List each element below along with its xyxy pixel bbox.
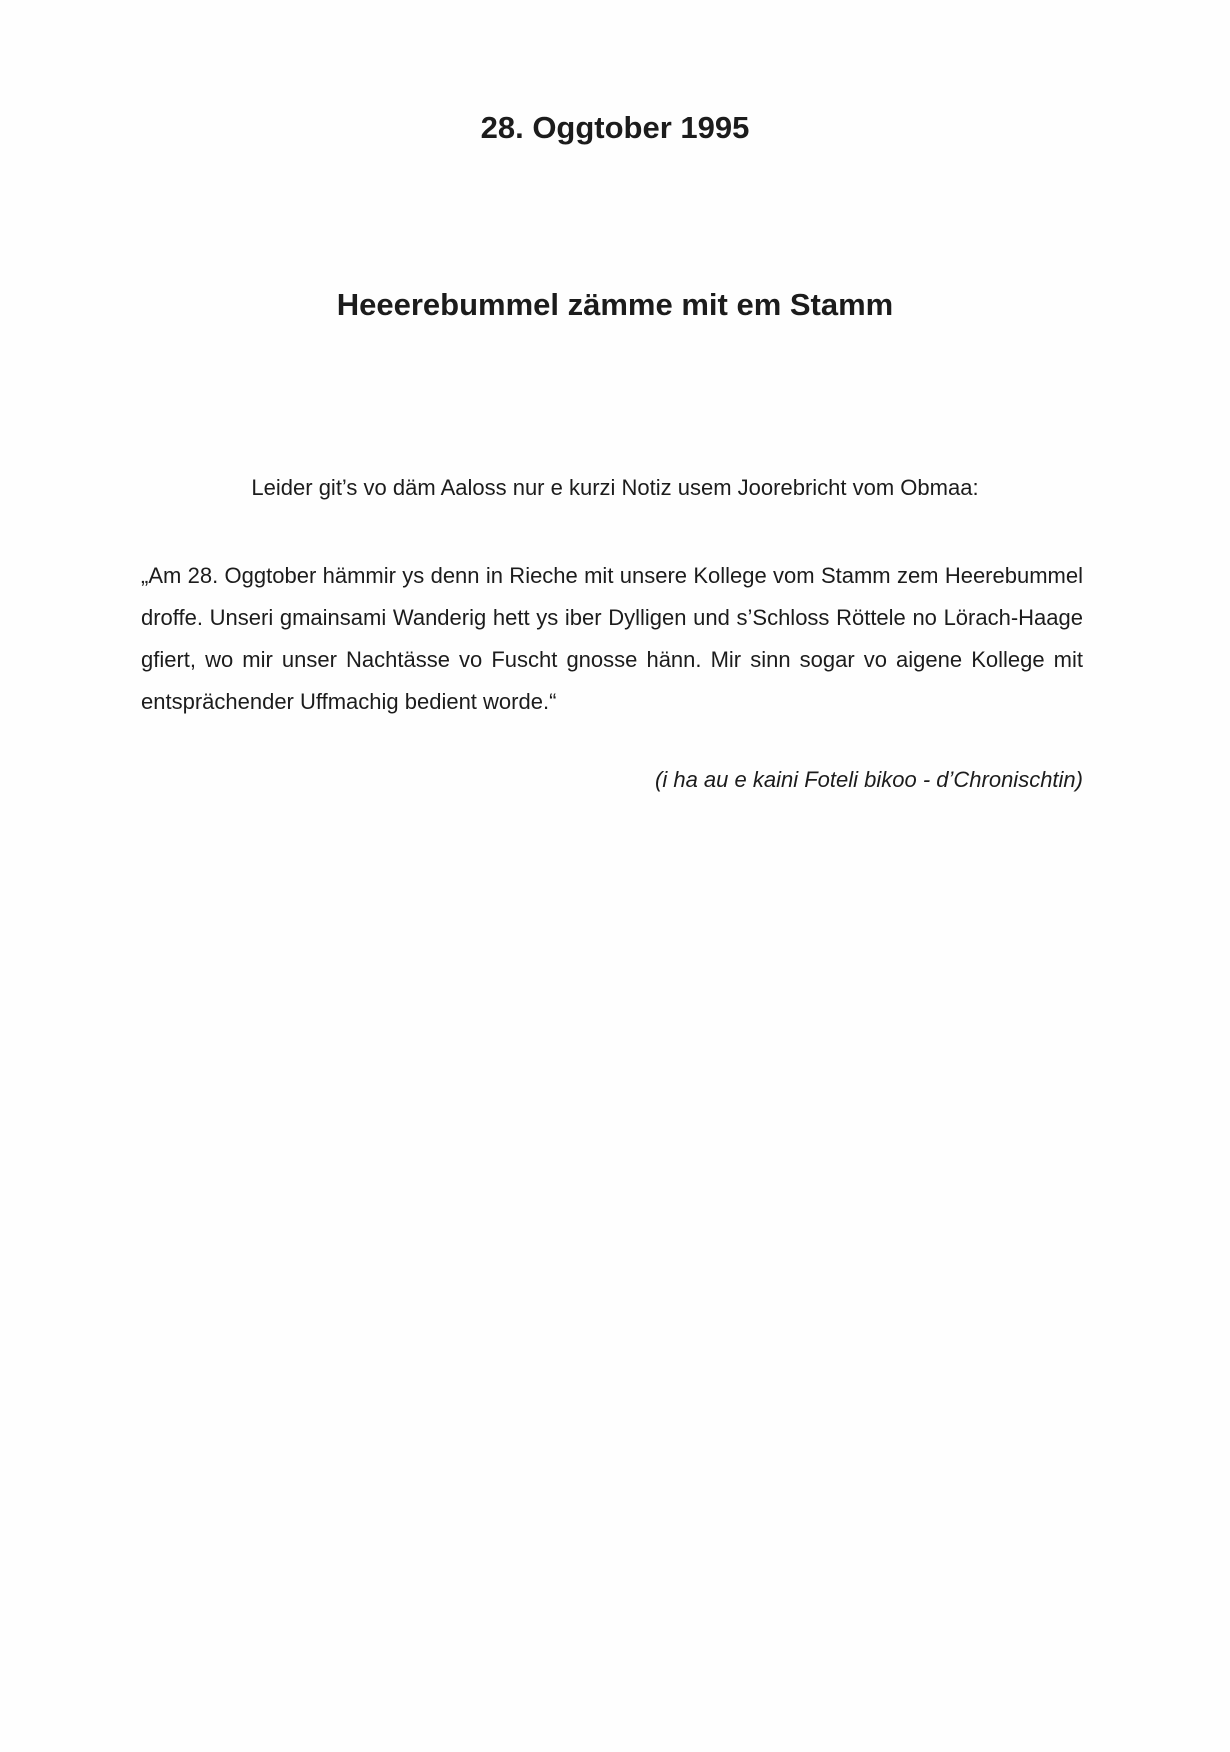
intro-paragraph: Leider git’s vo däm Aaloss nur e kurzi Notiz usem Joorebricht vom Obmaa: — [251, 475, 979, 500]
quote-paragraph: „Am 28. Oggtober hämmir ys denn in Rieche mit unsere Kollege vom Stamm zem Heerebummel droffe. Unseri gmainsami Wanderig hett ys iber Dylligen und s’Schloss Röttele no Lörach-Haage gfiert, wo mir unser Nachtässe vo Fuscht gnosse hänn. Mir sinn sogar vo aigene Kollege mit entsprächender Uffmachig bedient worde.“ — [141, 563, 1083, 714]
event-title: Heeerebummel zämme mit em Stamm — [336, 287, 894, 322]
chronicler-note: (i ha au e kaini Foteli bikoo - d’Chronischtin) — [655, 767, 1083, 792]
date-heading: 28. Oggtober 1995 — [480, 110, 750, 145]
